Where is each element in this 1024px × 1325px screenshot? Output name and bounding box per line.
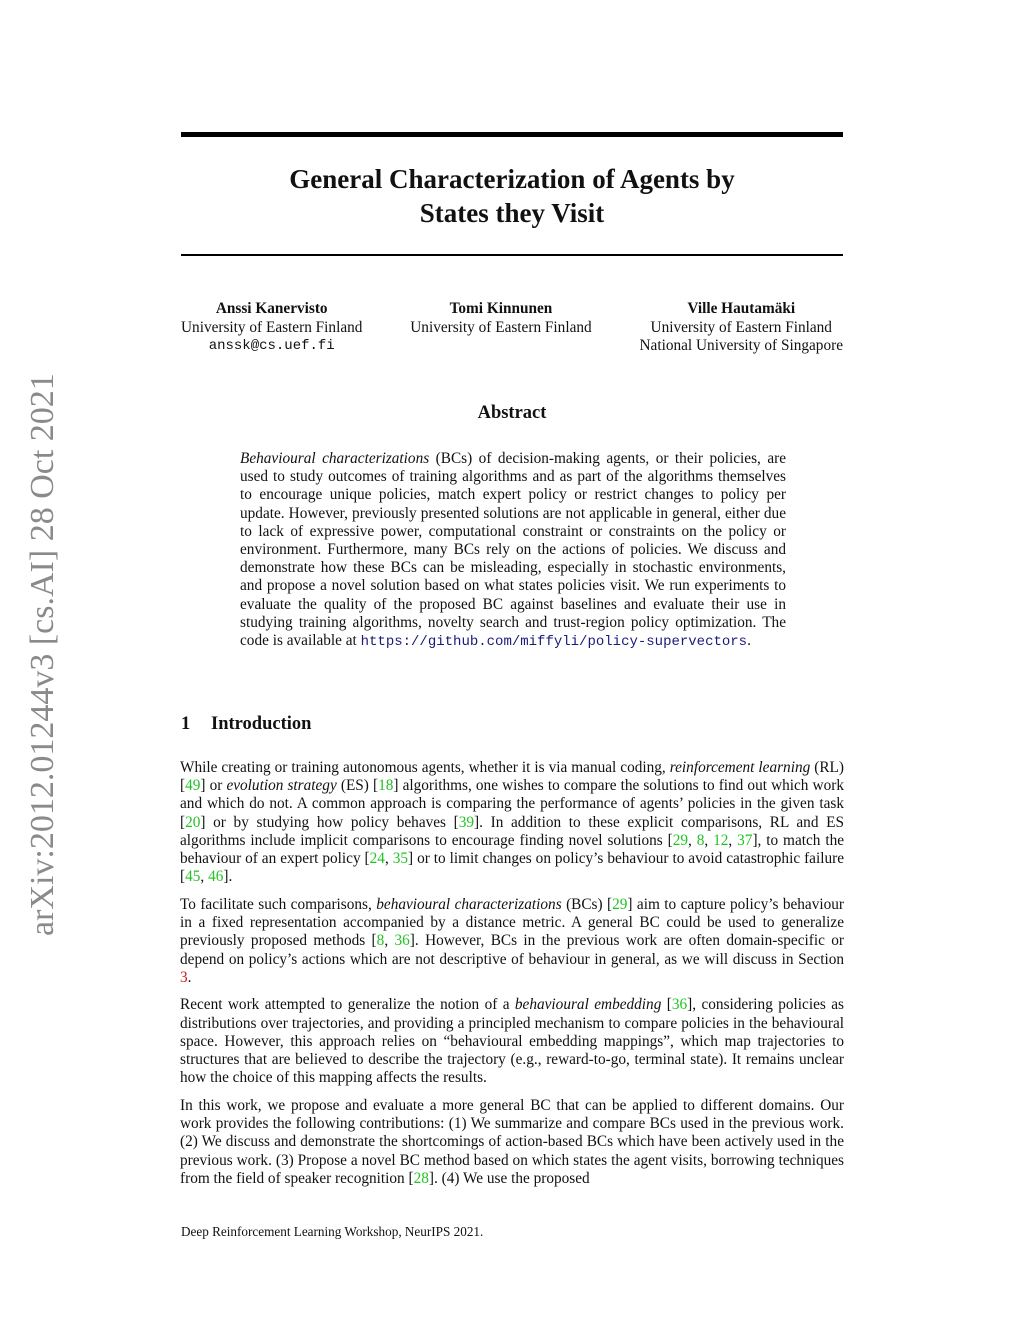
text-run: ]. (223, 868, 233, 886)
text-run: In this work, we propose and evaluate a more general BC that can be applied to different domains. Our work provides the following contributions: (1) We summarize and compare BCs used in the previous work. (2) We discuss and demonstrate the shortcomings of action-based BCs which have been actively used in the previous work. (3) Propose a novel BC method based on which states the agent visits, borrowing techniques from the field of speaker recognition [ (180, 1096, 844, 1187)
text-run: ] algorithms, one wishes to compare the solutions to find out which work and which do not. A common approach is comparing the performance of agents’ policies in the given task [ (180, 777, 844, 831)
author-email[interactable]: anssk@cs.uef.fi (208, 338, 335, 354)
text-run: , (704, 831, 714, 849)
abstract-text (240, 450, 786, 651)
paragraph (180, 1097, 844, 1188)
title-top-rule (181, 132, 843, 137)
text-run: While creating or training autonomous agents, whether it is via manual coding, (180, 759, 670, 776)
text-run: ] aim to capture policy’s behaviour in a fixed representation accompanied by a distance metric. A general BC could be used to generalize previously proposed methods [ (180, 895, 844, 950)
title-line-1: General Characterization of Agents by (289, 164, 735, 194)
text-run: (RL) [ (180, 759, 844, 795)
citation-link[interactable]: 20 (185, 813, 201, 831)
citation-link[interactable]: 49 (185, 777, 201, 795)
author-list (181, 300, 843, 356)
citation-link[interactable]: 45 (185, 868, 201, 886)
emphasis: reinforcement learning (669, 759, 811, 776)
citation-link[interactable]: 46 (208, 868, 224, 886)
code-url-link[interactable]: https://github.com/miffyli/policy-supervectors (360, 634, 748, 651)
text-run: ]. (4) We use the proposed (428, 1169, 590, 1187)
emphasis: behavioural embedding (514, 996, 662, 1014)
text-run: ] or by studying how policy behaves [ (200, 813, 459, 831)
citation-link[interactable]: 12 (713, 831, 729, 849)
text-run: To facilitate such comparisons, (180, 895, 377, 913)
text-run: [ (661, 996, 672, 1014)
citation-link[interactable]: 37 (737, 831, 753, 849)
citation-link[interactable]: 39 (458, 813, 475, 831)
author-affiliation: University of Eastern Finland (410, 318, 592, 336)
author-affiliation: University of Eastern Finland (181, 318, 363, 336)
citation-link[interactable]: 36 (671, 996, 688, 1014)
citation-link[interactable]: 24 (369, 850, 385, 868)
citation-link[interactable]: 36 (394, 932, 410, 950)
text-run: (BCs) of decision-making agents, or their policies, are used to study outcomes of training algorithms and as part of the algorithms themselves to encourage unique policies, match expert policy or restrict changes to policy per update. However, previously presented solutions are not applicable in general, either due to lack of expressive power, computational constraint or constraints on the policy or environment. Furthermore, many BCs rely on the actions of policies. We discuss and demonstrate how these BCs can be misleading, especially in stochastic environments, and propose a novel solution based on what states policies visit. We run experiments to evaluate the quality of the proposed BC against baselines and evaluate their use in studying training algorithms, novelty search and trust-region policy optimization. The code is available at (240, 450, 786, 650)
text-run: (BCs) [ (561, 895, 613, 913)
text-run: Recent work attempted to generalize the notion of a (180, 996, 515, 1014)
author-name: Ville Hautamäki (687, 300, 796, 317)
emphasis: Behavioural characterizations (240, 450, 430, 467)
author-name: Tomi Kinnunen (449, 300, 553, 317)
section-heading (181, 714, 311, 735)
text-run: ] or (200, 777, 227, 795)
arxiv-identifier: arXiv:2012.01244v3 [cs.AI] 28 Oct 2021 (24, 373, 61, 936)
text-run: , (687, 831, 697, 849)
citation-link[interactable]: 8 (376, 932, 385, 950)
text-run: , (384, 850, 393, 868)
author-block (410, 300, 591, 356)
paragraph (180, 759, 844, 886)
title-bottom-rule (181, 254, 843, 256)
citation-link[interactable]: 29 (672, 831, 688, 849)
citation-link[interactable]: 8 (696, 831, 705, 849)
author-affiliation: University of Eastern Finland (650, 318, 832, 336)
paper-title (181, 162, 843, 230)
emphasis: behavioural characterizations (376, 895, 562, 913)
text-run: , (384, 932, 395, 950)
author-name: Anssi Kanervisto (215, 300, 328, 317)
text-run: ]. However, BCs in the previous work are often domain-specific or depend on policy’s actions which are not descriptive of behaviour in general, as we will discuss in Section (180, 932, 844, 968)
citation-link[interactable]: 28 (413, 1169, 429, 1187)
footnote: Deep Reinforcement Learning Workshop, NeurIPS 2021. (181, 1224, 484, 1239)
text-run: . (747, 632, 751, 650)
text-run: , (728, 831, 738, 849)
author-block (181, 300, 362, 356)
text-run: ]. In addition to these explicit comparisons, RL and ES algorithms include implicit comparisons to encourage finding novel solutions [ (180, 813, 844, 849)
text-run: ], to match the behaviour of an expert policy [ (180, 831, 845, 868)
author-affiliation: National University of Singapore (639, 337, 843, 354)
section-number: 1 (181, 714, 191, 734)
abstract-heading: Abstract (477, 403, 547, 423)
paragraph (180, 996, 844, 1087)
section-ref-link[interactable]: 3 (180, 968, 188, 986)
title-line-2: States they Visit (419, 198, 605, 228)
author-block (640, 300, 844, 356)
citation-link[interactable]: 29 (612, 895, 628, 913)
text-run: , (200, 868, 209, 886)
citation-link[interactable]: 35 (392, 850, 409, 868)
text-run: (ES) [ (336, 777, 379, 795)
introduction-body (180, 759, 844, 1197)
text-run: ], considering policies as distributions over trajectories, and providing a principled mechanism to compare policies in the behavioural space. However, this approach relies on “behavioural embedding mappings”, which map trajectories to structures that are believed to describe the trajectory (e.g., reward-to-go, terminal state). It remains unclear how the choice of this mapping affects the results. (180, 996, 844, 1087)
citation-link[interactable]: 18 (378, 777, 394, 795)
paragraph (180, 896, 844, 987)
text-run: . (187, 968, 192, 986)
section-title: Introduction (211, 714, 312, 734)
emphasis: evolution strategy (226, 777, 337, 795)
text-run: ] or to limit changes on policy’s behaviour to avoid catastrophic failure [ (180, 850, 844, 886)
